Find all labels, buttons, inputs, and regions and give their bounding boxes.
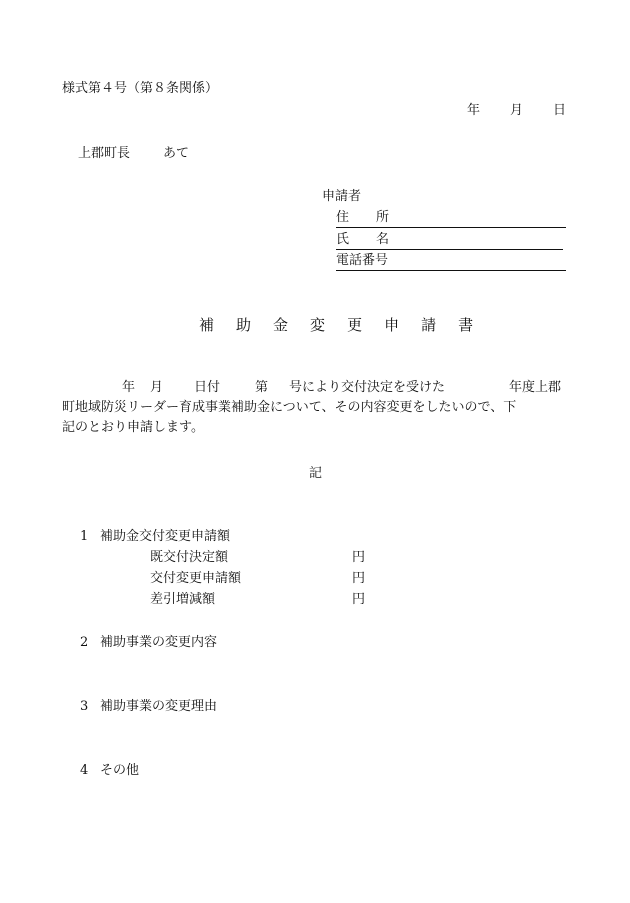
title-char: 補 bbox=[199, 316, 215, 334]
title-char: 変 bbox=[310, 316, 326, 334]
item-1-label: 補助金交付変更申請額 bbox=[100, 529, 231, 544]
applicant-phone-row bbox=[336, 253, 566, 271]
applicant-heading: 申請者 bbox=[322, 189, 362, 204]
addressee-suffix: あて bbox=[163, 146, 190, 161]
addressee-name: 上郡町長 bbox=[78, 146, 131, 161]
ki-heading: 記 bbox=[309, 466, 323, 481]
date-day: 日 bbox=[553, 103, 567, 118]
item-2-number: 2 bbox=[80, 635, 89, 650]
item-2-label: 補助事業の変更内容 bbox=[100, 635, 218, 650]
item-1 bbox=[80, 529, 230, 545]
date-month: 月 bbox=[510, 103, 524, 118]
title-char: 金 bbox=[273, 316, 289, 334]
sub-label-change: 交付変更申請額 bbox=[150, 571, 242, 586]
body-line-1 bbox=[62, 378, 568, 398]
name-label-2: 名 bbox=[376, 232, 390, 247]
body-line-1-segment: 年度上郡 bbox=[509, 380, 562, 395]
body-line-1-segment: 第 bbox=[255, 380, 269, 395]
title-char: 請 bbox=[421, 316, 437, 334]
body-paragraph bbox=[62, 378, 568, 438]
sub-row-difference bbox=[150, 592, 365, 608]
sub-unit-change: 円 bbox=[351, 571, 365, 586]
body-line-1-segment: 日付 bbox=[194, 380, 221, 395]
title-char: 更 bbox=[347, 316, 363, 334]
item-2 bbox=[80, 635, 217, 651]
sub-label-existing: 既交付決定額 bbox=[150, 550, 229, 565]
body-line-1-segment: 月 bbox=[150, 380, 164, 395]
address-label-2: 所 bbox=[376, 210, 390, 225]
body-line-1-segment: 号により交付決定を受けた bbox=[289, 380, 446, 395]
sub-label-difference: 差引増減額 bbox=[150, 592, 216, 607]
item-4 bbox=[80, 763, 139, 779]
form-number: 様式第４号（第８条関係） bbox=[62, 81, 219, 96]
sub-row-existing-amount bbox=[150, 550, 365, 566]
title-char: 助 bbox=[236, 316, 252, 334]
body-line-1-segment: 年 bbox=[122, 380, 136, 395]
address-label-1: 住 bbox=[336, 210, 350, 225]
item-4-number: 4 bbox=[80, 763, 89, 778]
applicant-address-row bbox=[336, 210, 566, 228]
item-1-number: 1 bbox=[80, 529, 89, 544]
sub-unit-existing: 円 bbox=[351, 550, 365, 565]
document-title bbox=[199, 316, 473, 336]
date-year: 年 bbox=[467, 103, 481, 118]
body-line-2: 町地域防災リーダー育成事業補助金について、その内容変更をしたいので、下 bbox=[62, 400, 517, 415]
item-3-number: 3 bbox=[80, 699, 89, 714]
title-char: 申 bbox=[384, 316, 400, 334]
title-char: 書 bbox=[458, 316, 474, 334]
name-label-1: 氏 bbox=[336, 232, 350, 247]
applicant-name-row bbox=[336, 232, 563, 250]
sub-row-change-amount bbox=[150, 571, 365, 587]
item-4-label: その他 bbox=[100, 763, 140, 778]
body-line-3: 記のとおり申請します。 bbox=[62, 420, 204, 435]
item-3 bbox=[80, 699, 217, 715]
sub-unit-difference: 円 bbox=[351, 592, 365, 607]
phone-label: 電話番号 bbox=[336, 253, 389, 268]
item-3-label: 補助事業の変更理由 bbox=[100, 699, 218, 714]
